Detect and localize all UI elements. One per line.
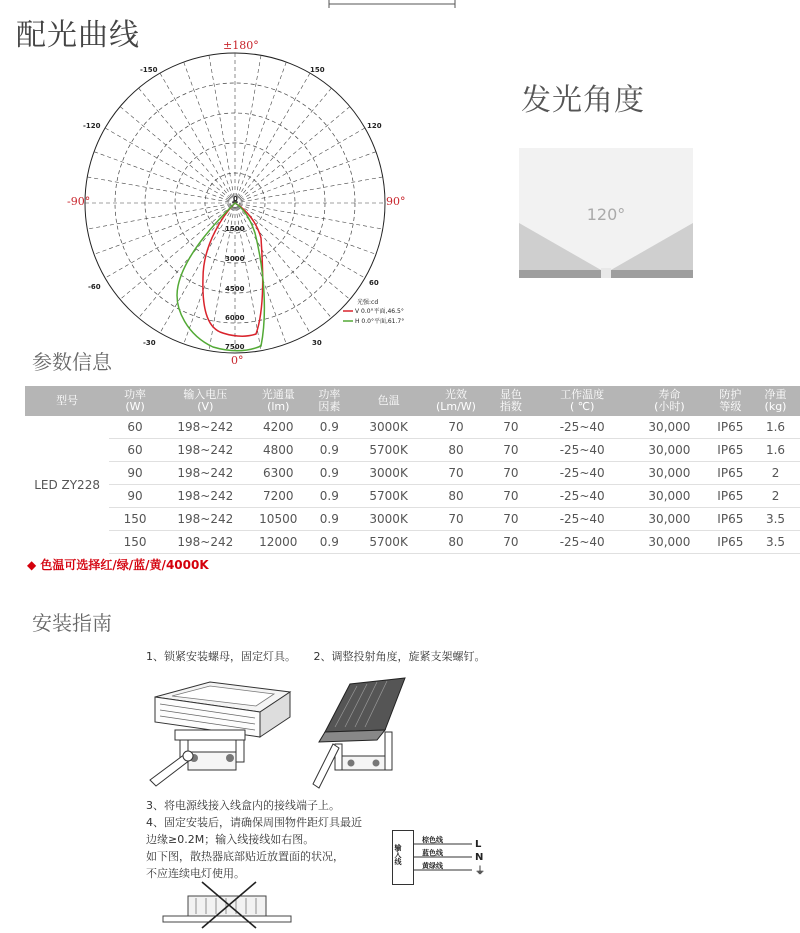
table-cell: 60 xyxy=(109,439,161,462)
table-cell: IP65 xyxy=(710,416,751,439)
table-row xyxy=(25,531,800,554)
table-cell: 80 xyxy=(425,531,486,554)
table-cell: 70 xyxy=(425,416,486,439)
table-cell: 70 xyxy=(487,485,536,508)
table-cell: 6300 xyxy=(250,462,307,485)
table-cell: 0.9 xyxy=(307,485,352,508)
table-cell: 90 xyxy=(109,462,161,485)
table-cell: 60 xyxy=(109,416,161,439)
table-cell: 0.9 xyxy=(307,462,352,485)
tick-120: 120 xyxy=(367,122,382,130)
angle-top: ±180° xyxy=(223,39,259,52)
table-row xyxy=(25,439,800,462)
tick-m30: -30 xyxy=(143,339,156,347)
table-cell: 3000K xyxy=(352,416,426,439)
angle-left: -90° xyxy=(67,195,91,208)
table-cell: 5700K xyxy=(352,439,426,462)
table-cell: 0.9 xyxy=(307,416,352,439)
table-cell: IP65 xyxy=(710,439,751,462)
wrong-placement-illustration xyxy=(160,882,295,930)
table-header-cell: 光效 (Lm/W) xyxy=(425,386,486,416)
table-header-cell: 输入电压 (V) xyxy=(161,386,250,416)
table-cell: IP65 xyxy=(710,508,751,531)
table-cell: 0.9 xyxy=(307,508,352,531)
table-header-cell: 显色 指数 xyxy=(487,386,536,416)
install-step-4c: 如下图，散热器底部贴近放置面的状况， xyxy=(146,850,344,863)
wire-n: N xyxy=(475,852,484,863)
legend-title: 光强:cd xyxy=(357,299,379,306)
wiring-diagram xyxy=(392,830,492,886)
color-temp-note: ◆ 色温可选择红/绿/蓝/黄/4000K xyxy=(27,558,209,572)
table-cell: 2 xyxy=(751,462,800,485)
table-cell: 12000 xyxy=(250,531,307,554)
table-cell: 198~242 xyxy=(161,462,250,485)
table-cell: 10500 xyxy=(250,508,307,531)
table-cell: 3.5 xyxy=(751,508,800,531)
table-cell: 30,000 xyxy=(629,416,709,439)
tick-30: 30 xyxy=(312,339,322,347)
table-cell: 150 xyxy=(109,531,161,554)
table-cell: 30,000 xyxy=(629,439,709,462)
params-heading: 参数信息 xyxy=(32,350,112,374)
radius-4500: 4500 xyxy=(225,285,245,293)
fixture-front-illustration xyxy=(150,672,295,792)
table-header-cell: 寿命 (小时) xyxy=(629,386,709,416)
table-cell: 198~242 xyxy=(161,439,250,462)
table-cell: 198~242 xyxy=(161,416,250,439)
table-cell: 198~242 xyxy=(161,531,250,554)
table-cell: 0.9 xyxy=(307,439,352,462)
table-cell: 30,000 xyxy=(629,462,709,485)
angle-right: 90° xyxy=(386,195,406,208)
table-cell: 4200 xyxy=(250,416,307,439)
table-cell: 3000K xyxy=(352,508,426,531)
table-cell: 80 xyxy=(425,485,486,508)
tick-m120: -120 xyxy=(83,122,101,130)
install-step-3: 3、将电源线接入线盒内的接线端子上。 xyxy=(146,799,340,812)
radius-6000: 6000 xyxy=(225,314,245,322)
table-header-cell: 光通量 (lm) xyxy=(250,386,307,416)
table-row xyxy=(25,485,800,508)
table-cell: 0.9 xyxy=(307,531,352,554)
table-cell: 150 xyxy=(109,508,161,531)
table-header-cell: 色温 xyxy=(352,386,426,416)
beam-angle-value: 120° xyxy=(586,205,626,224)
table-cell: 70 xyxy=(425,462,486,485)
wire-earth: ⏚ xyxy=(475,866,485,877)
table-cell: 70 xyxy=(487,416,536,439)
table-cell: -25~40 xyxy=(535,508,629,531)
install-heading: 安装指南 xyxy=(32,611,112,635)
table-cell: 70 xyxy=(487,531,536,554)
radius-7500: 7500 xyxy=(225,343,245,351)
fixture-tilt-illustration xyxy=(305,672,415,792)
table-cell: -25~40 xyxy=(535,416,629,439)
table-cell: 4800 xyxy=(250,439,307,462)
legend-h: H 0.0°平面,61.7° xyxy=(355,318,405,325)
tick-m60: -60 xyxy=(88,283,101,291)
beam-angle-heading: 发光角度 xyxy=(521,83,645,118)
table-header-cell: 净重 (kg) xyxy=(751,386,800,416)
table-cell: IP65 xyxy=(710,485,751,508)
legend-v: V 0.0°平面,46.5° xyxy=(355,308,404,315)
table-cell: -25~40 xyxy=(535,462,629,485)
table-cell: 198~242 xyxy=(161,485,250,508)
table-cell: -25~40 xyxy=(535,439,629,462)
table-cell: 70 xyxy=(487,439,536,462)
install-step-4b: 边缘≥0.2M；输入线接线如右图。 xyxy=(146,833,315,846)
scale-bar-fragment xyxy=(325,0,460,10)
install-step-4a: 4、固定安装后，请确保周围物件距灯具最近 xyxy=(146,816,362,829)
table-cell: -25~40 xyxy=(535,531,629,554)
table-cell: 30,000 xyxy=(629,485,709,508)
table-cell: 70 xyxy=(487,462,536,485)
table-row xyxy=(25,508,800,531)
wire-l: L xyxy=(475,839,482,850)
table-cell: 30,000 xyxy=(629,531,709,554)
wire-brown: 棕色线 xyxy=(422,836,443,844)
table-cell: -25~40 xyxy=(535,485,629,508)
table-cell: 2 xyxy=(751,485,800,508)
install-steps-1-2: 1、锁紧安装螺母，固定灯具。 2、调整投射角度，旋紧支架螺钉。 xyxy=(146,650,486,663)
table-cell: 1.6 xyxy=(751,439,800,462)
table-cell: 80 xyxy=(425,439,486,462)
spec-table xyxy=(25,386,800,554)
model-cell: LED ZY228 xyxy=(34,477,100,492)
table-header-cell: 工作温度 ( ℃) xyxy=(535,386,629,416)
table-header-cell: 功率 (W) xyxy=(109,386,161,416)
angle-bottom: 0° xyxy=(231,354,244,367)
wire-yellow-green: 黄绿线 xyxy=(422,862,443,870)
table-cell: 198~242 xyxy=(161,508,250,531)
light-curve-heading: 配光曲线 xyxy=(16,18,140,53)
table-cell: 3.5 xyxy=(751,531,800,554)
table-cell: 70 xyxy=(487,508,536,531)
wire-input-label: 输入线 xyxy=(394,844,402,865)
radius-3000: 3000 xyxy=(225,255,245,263)
polar-chart xyxy=(67,38,406,368)
install-step-4d: 不应连续电灯使用。 xyxy=(146,867,245,880)
table-cell: 1.6 xyxy=(751,416,800,439)
table-header-cell: 功率 因素 xyxy=(307,386,352,416)
table-cell: 30,000 xyxy=(629,508,709,531)
table-cell: 90 xyxy=(109,485,161,508)
beam-angle-diagram xyxy=(519,148,693,278)
table-cell: IP65 xyxy=(710,462,751,485)
spec-table-wrap xyxy=(25,386,800,554)
table-cell: IP65 xyxy=(710,531,751,554)
tick-150: 150 xyxy=(310,66,325,74)
table-header-cell: 防护 等级 xyxy=(710,386,751,416)
table-cell: 3000K xyxy=(352,462,426,485)
table-row xyxy=(25,462,800,485)
table-row xyxy=(25,416,800,439)
table-cell: 5700K xyxy=(352,531,426,554)
tick-60: 60 xyxy=(369,279,379,287)
table-cell: 5700K xyxy=(352,485,426,508)
wire-blue: 蓝色线 xyxy=(422,849,443,857)
curve-h-plane xyxy=(177,203,264,351)
tick-m150: -150 xyxy=(140,66,158,74)
table-cell: 70 xyxy=(425,508,486,531)
radius-0: 0 xyxy=(233,195,238,203)
table-header-cell: 型号 xyxy=(25,386,109,416)
table-cell: 7200 xyxy=(250,485,307,508)
radius-1500: 1500 xyxy=(225,225,245,233)
